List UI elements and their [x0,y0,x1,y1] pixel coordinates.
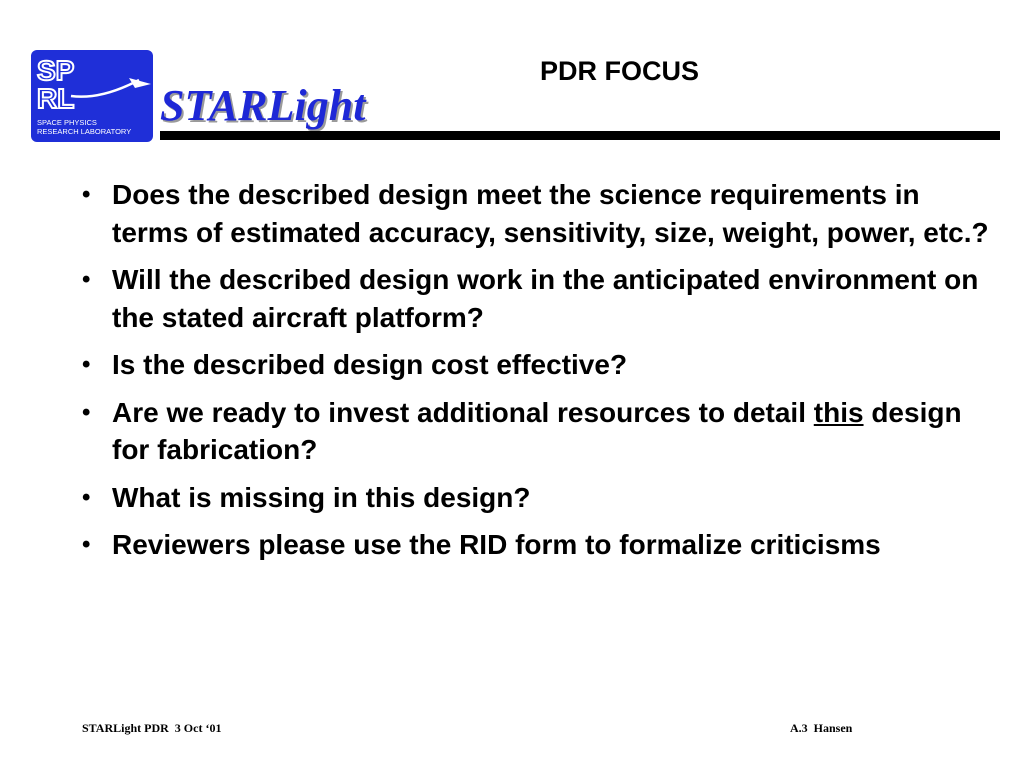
footer-right: A.3 Hansen [790,721,853,735]
bullet-icon: • [82,398,91,426]
bullet-item [82,176,992,251]
bullet-text: Is the described design cost effective? [112,349,628,380]
bullet-text: What is missing in this design? [112,481,531,513]
bullet-item [82,394,992,469]
bullet-text: Does the described design meet the science requirements in terms of estimated accuracy, sensitivity, size, weight, power, etc.? [112,179,989,248]
slide-title: PDR FOCUS [540,56,700,86]
sprl-logo [31,50,153,142]
bullet-icon: • [82,351,91,378]
logo-line1: SPACE PHYSICS [37,118,97,127]
bullet-item [82,526,992,564]
bullet-icon: • [82,181,91,208]
footer-left: STARLight PDR 3 Oct ‘01 [82,721,222,735]
bullet-icon: • [82,531,91,558]
bullet-text: Will the described design work in the anticipated environment on the stated aircraft platform? [112,264,979,333]
bullet-list [82,176,992,574]
bullet-item [82,261,992,336]
bullet-text: Reviewers please use the RID form to formalize criticisms [112,529,881,560]
bullet-text-after: design for fabrication? [112,396,962,465]
logo-rl-text: RL [37,83,75,114]
brand-name: STARLight [160,81,366,130]
underlined-word: this [813,396,864,428]
bullet-icon: • [82,483,91,511]
logo-sp-text: SP [37,55,75,86]
bullet-item [82,479,992,517]
bullet-text-before: Are we ready to invest additional resources to detail [112,396,814,428]
bullet-item [82,346,992,384]
title-rule [160,131,1000,140]
logo-line2: RESEARCH LABORATORY [37,127,132,136]
bullet-text [112,397,962,466]
bullet-icon: • [82,266,91,293]
